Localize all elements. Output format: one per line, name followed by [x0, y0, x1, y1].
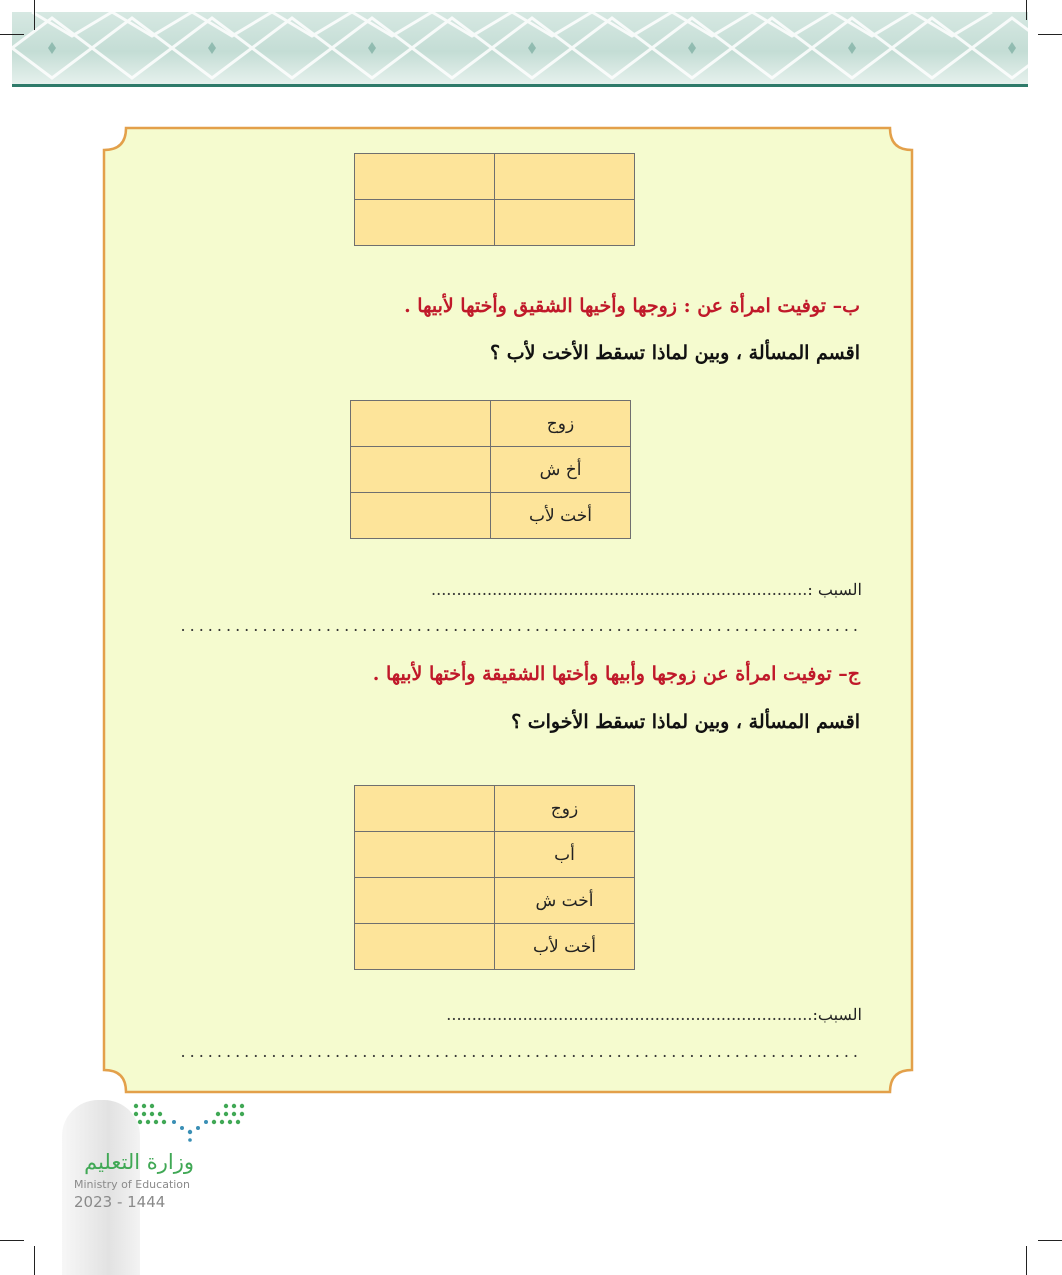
heir-cell: أخت لأب: [491, 493, 631, 539]
share-cell[interactable]: [355, 832, 495, 878]
table-row: [351, 447, 631, 493]
share-cell[interactable]: [355, 878, 495, 924]
inheritance-table-c: [354, 785, 635, 970]
reason-label-b: السبب :: [807, 580, 862, 599]
question-c-instruction: اقسم المسألة ، وبين لماذا تسقط الأخوات ؟: [511, 711, 860, 733]
reason-line-b[interactable]: [132, 580, 862, 599]
reason-dots-b: ..........................................................................: [431, 580, 808, 599]
reason-line-c[interactable]: [132, 1005, 862, 1024]
heir-cell: زوج: [491, 401, 631, 447]
heir-cell: أخت ش: [495, 878, 635, 924]
share-cell[interactable]: [355, 924, 495, 970]
share-cell[interactable]: [355, 154, 495, 200]
reason-dots-c: ........................................................................: [446, 1005, 813, 1024]
share-cell[interactable]: [351, 447, 491, 493]
inheritance-table-b: [350, 400, 631, 539]
ministry-logo-icon: [130, 1100, 254, 1144]
heir-cell: أب: [495, 832, 635, 878]
table-row: [351, 493, 631, 539]
crop-mark: [1038, 1240, 1062, 1241]
ministry-name-arabic: وزارة التعليم: [84, 1150, 194, 1174]
inheritance-table-top: [354, 153, 635, 246]
heir-cell: زوج: [495, 786, 635, 832]
question-c-letter: ج–: [838, 663, 860, 685]
header-banner: [12, 12, 1028, 84]
table-row: [355, 154, 635, 200]
geometric-pattern-icon: [12, 12, 1028, 84]
heir-cell: [495, 154, 635, 200]
header-rule: [12, 84, 1028, 87]
crop-mark: [1026, 1246, 1027, 1275]
reason-second-line-c[interactable]: ...........................................................................: [180, 1042, 862, 1061]
edition-year: 2023 - 1444: [74, 1193, 166, 1211]
share-cell[interactable]: [355, 786, 495, 832]
share-cell[interactable]: [351, 401, 491, 447]
table-row: [355, 786, 635, 832]
question-b-letter: ب–: [832, 295, 860, 317]
crop-mark: [1026, 0, 1027, 20]
share-cell[interactable]: [351, 493, 491, 539]
ministry-name-english: Ministry of Education: [74, 1178, 191, 1191]
reason-second-line-b[interactable]: ...........................................................................: [180, 616, 862, 635]
crop-mark: [1038, 34, 1062, 35]
crop-mark: [34, 0, 35, 30]
question-b-instruction: اقسم المسألة ، وبين لماذا تسقط الأخت لأب ؟: [490, 342, 860, 364]
reason-label-c: السبب:: [812, 1005, 862, 1024]
table-row: [355, 878, 635, 924]
heir-cell: [495, 200, 635, 246]
question-c-text: توفيت امرأة عن زوجها وأبيها وأختها الشقيقة وأختها لأبيها .: [372, 663, 839, 685]
question-b-statement: [404, 295, 860, 317]
table-row: [355, 200, 635, 246]
table-row: [355, 924, 635, 970]
share-cell[interactable]: [355, 200, 495, 246]
heir-cell: أخت لأب: [495, 924, 635, 970]
crop-mark: [0, 1240, 24, 1241]
crop-mark: [0, 34, 24, 35]
question-c-statement: [373, 663, 860, 685]
table-row: [355, 832, 635, 878]
heir-cell: أخ ش: [491, 447, 631, 493]
crop-mark: [34, 1246, 35, 1275]
table-row: [351, 401, 631, 447]
question-b-text: توفيت امرأة عن : زوجها وأخيها الشقيق وأختها لأبيها .: [404, 295, 833, 317]
